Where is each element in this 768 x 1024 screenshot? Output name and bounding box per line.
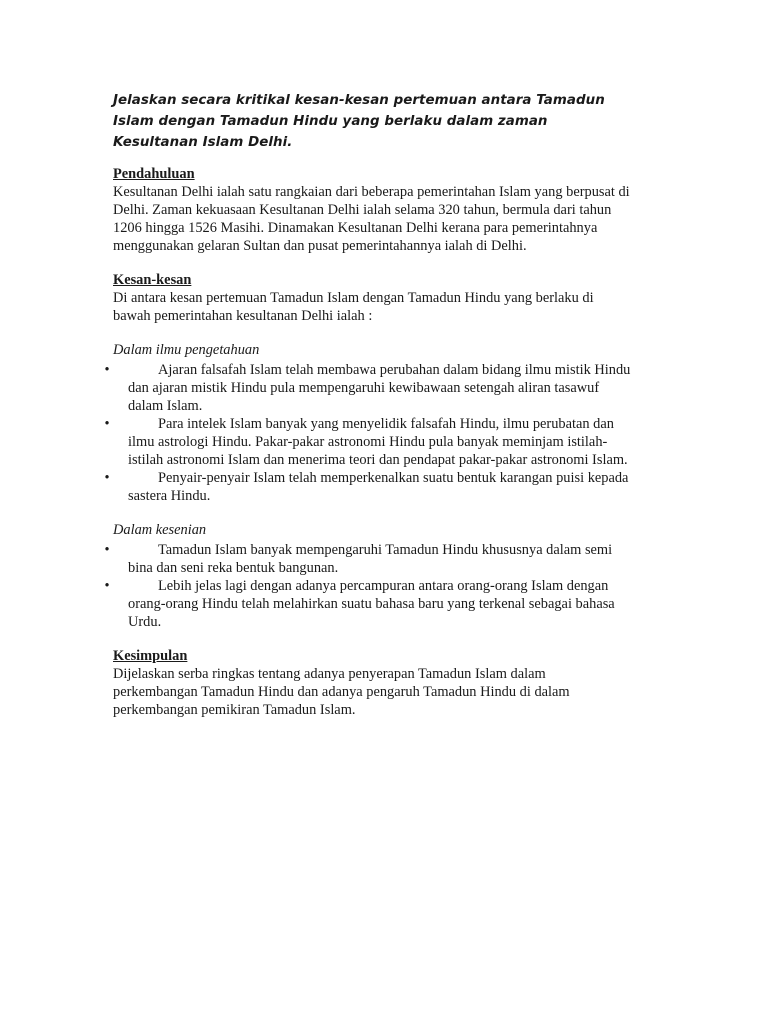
list-item-text: Tamadun Islam banyak mempengaruhi Tamadun Hindu khususnya dalam semi bina dan seni reka bentuk bangunan.: [128, 542, 613, 576]
section-kesimpulan: [113, 647, 633, 719]
bullet-icon: •: [104, 416, 110, 432]
kesan-intro-paragraph: Di antara kesan pertemuan Tamadun Islam dengan Tamadun Hindu yang berlaku di bawah pemerintahan kesultanan Delhi ialah :: [113, 290, 594, 324]
kesimpulan-paragraph: Dijelaskan serba ringkas tentang adanya penyerapan Tamadun Islam dalam perkembangan Tamadun Hindu dan adanya pengaruh Tamadun Hindu di dalam perkembangan pemikiran Tamadun Islam.: [113, 666, 570, 718]
bullet-icon: •: [104, 470, 110, 486]
list-item: [104, 415, 633, 469]
list-item: [104, 541, 633, 577]
bullet-icon: •: [104, 362, 110, 378]
bullet-icon: •: [104, 542, 110, 558]
document-page: [104, 90, 633, 735]
pendahuluan-paragraph: Kesultanan Delhi ialah satu rangkaian dari beberapa pemerintahan Islam yang berpusat di Delhi. Zaman kekuasaan Kesultanan Delhi ialah selama 320 tahun, bermula dari tahun 1206 hingga 1526 Masihi. Dinamakan Kesultanan Delhi kerana para pemerintahnya menggunakan gelaran Sultan dan pusat pemerintahannya ialah di Delhi.: [113, 184, 630, 254]
list-item-text: Ajaran falsafah Islam telah membawa perubahan dalam bidang ilmu mistik Hindu dan ajaran mistik Hindu pula mempengaruhi kewibawaan setengah aliran tasawuf dalam Islam.: [128, 362, 631, 414]
essay-question-title: Jelaskan secara kritikal kesan-kesan pertemuan antara Tamadun Islam dengan Tamadun Hindu yang berlaku dalam zaman Kesultanan Islam Delhi.: [113, 93, 605, 150]
bullet-icon: •: [104, 578, 110, 594]
list-item: [104, 469, 633, 505]
list-ilmu-pengetahuan: [104, 361, 633, 505]
subheading-kesenian: Dalam kesenian: [113, 522, 207, 538]
section-pendahuluan: [113, 165, 633, 255]
list-item: [104, 361, 633, 415]
list-item-text: Lebih jelas lagi dengan adanya percampuran antara orang-orang Islam dengan orang-orang Hindu telah melahirkan suatu bahasa baru yang terkenal sebagai bahasa Urdu.: [128, 578, 615, 630]
heading-kesan: Kesan-kesan: [113, 272, 192, 288]
subheading-ilmu-pengetahuan: Dalam ilmu pengetahuan: [113, 342, 260, 358]
heading-pendahuluan: Pendahuluan: [113, 166, 195, 182]
section-kesan: [104, 271, 633, 631]
list-kesenian: [104, 541, 633, 631]
heading-kesimpulan: Kesimpulan: [113, 648, 188, 664]
list-item-text: Para intelek Islam banyak yang menyelidik falsafah Hindu, ilmu perubatan dan ilmu astrologi Hindu. Pakar-pakar astronomi Hindu pula banyak meminjam istilah-istilah astronomi Islam dan menerima teori dan pendapat pakar-pakar astronomi Islam.: [128, 416, 628, 468]
list-item-text: Penyair-penyair Islam telah memperkenalkan suatu bentuk karangan puisi kepada sastera Hindu.: [128, 470, 629, 504]
list-item: [104, 577, 633, 631]
